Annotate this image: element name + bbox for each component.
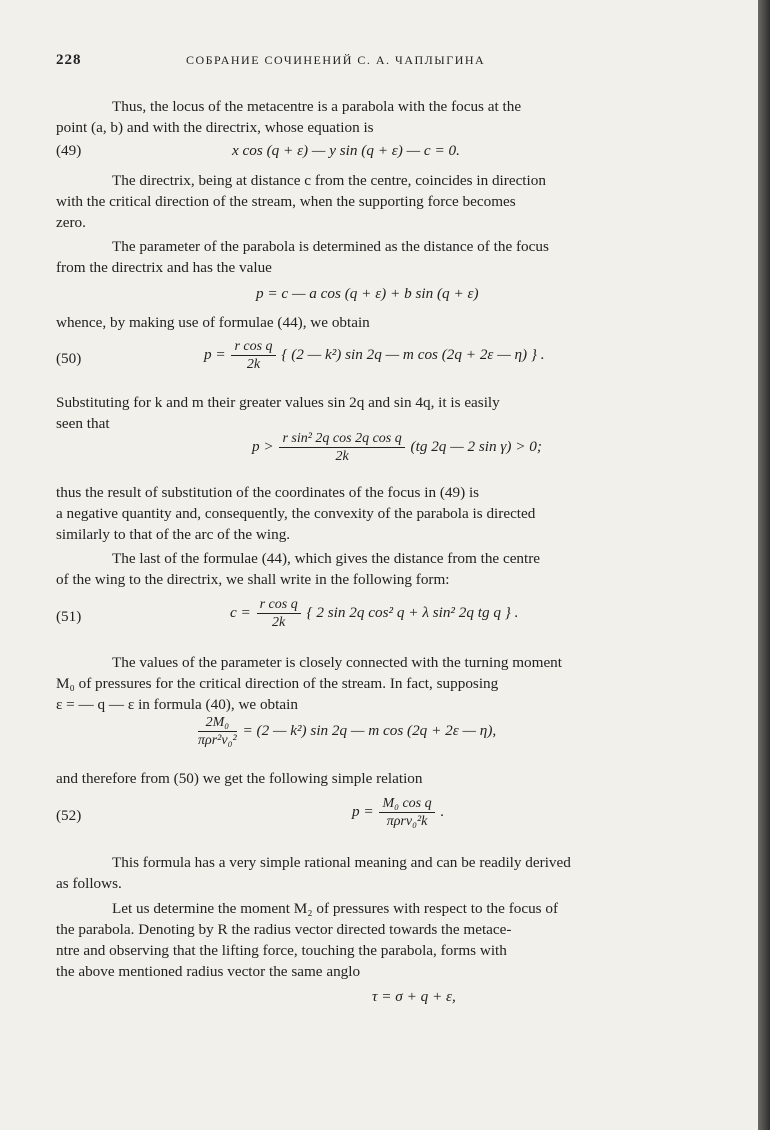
fraction-numerator: r sin² 2q cos 2q cos q bbox=[279, 430, 404, 448]
running-head: СОБРАНИЕ СОЧИНЕНИЙ С. А. ЧАПЛЫГИНА bbox=[186, 53, 486, 67]
page-header bbox=[56, 52, 716, 74]
equation-moment bbox=[56, 714, 716, 758]
equation-49 bbox=[56, 142, 716, 166]
fraction-denominator: 2k bbox=[272, 615, 286, 630]
paragraph-line: zero. bbox=[56, 214, 86, 231]
fraction bbox=[279, 430, 404, 465]
paragraph-line: Substituting for k and m their greater values sin 2q and sin 4q, it is easily bbox=[56, 394, 500, 411]
fraction-numerator: r cos q bbox=[231, 338, 275, 356]
equation-rhs: (tg 2q — 2 sin γ) > 0; bbox=[410, 437, 542, 455]
paragraph-line: The last of the formulae (44), which gives the distance from the centre bbox=[112, 550, 541, 567]
fraction bbox=[257, 596, 301, 631]
equation-50 bbox=[56, 338, 716, 382]
paragraph-line: of the wing to the directrix, we shall write in the following form: bbox=[56, 571, 450, 588]
paragraph-line: similarly to that of the arc of the wing. bbox=[56, 526, 291, 543]
paragraph-line: The directrix, being at distance c from the centre, coincides in direction bbox=[112, 172, 546, 189]
paragraph-line: with the critical direction of the stream, when the supporting force becomes bbox=[56, 193, 516, 210]
paragraph-line: from the directrix and has the value bbox=[56, 259, 272, 276]
paragraph-line: and therefore from (50) we get the following simple relation bbox=[56, 770, 423, 787]
fraction-denominator: πρrv₀²k bbox=[386, 814, 428, 829]
equation-lhs: p = bbox=[352, 802, 374, 820]
paragraph-line: This formula has a very simple rational meaning and can be readily derived bbox=[112, 854, 571, 871]
equation-inequality bbox=[56, 430, 716, 474]
paragraph-line: a negative quantity and, consequently, the convexity of the parabola is directed bbox=[56, 505, 536, 522]
equation-51 bbox=[56, 596, 716, 640]
equation-rhs: { (2 — k²) sin 2q — m cos (2q + 2ε — η) } . bbox=[281, 345, 545, 363]
paragraph-line: Let us determine the moment M₂ of pressures with respect to the focus of bbox=[112, 900, 559, 917]
equation-rhs: . bbox=[440, 802, 445, 820]
equation-number: (50) bbox=[56, 350, 82, 367]
page-number: 228 bbox=[56, 52, 82, 68]
fraction-numerator: r cos q bbox=[257, 596, 301, 614]
paragraph-line: ntre and observing that the lifting force, touching the parabola, forms with bbox=[56, 942, 507, 959]
paragraph-line: point (a, b) and with the directrix, whose equation is bbox=[56, 119, 374, 136]
paragraph-line: The values of the parameter is closely connected with the turning moment bbox=[112, 654, 562, 671]
paragraph-line: the above mentioned radius vector the same anglo bbox=[56, 963, 361, 980]
equation-rhs: { 2 sin 2q cos² q + λ sin² 2q tg q } . bbox=[306, 603, 519, 621]
paragraph-line: M₀ of pressures for the critical direction of the stream. In fact, supposing bbox=[56, 675, 499, 692]
paragraph-line: ε = — q — ε in formula (40), we obtain bbox=[56, 696, 298, 713]
equation-number: (49) bbox=[56, 142, 82, 159]
paragraph-line: the parabola. Denoting by R the radius vector directed towards the metace- bbox=[56, 921, 512, 938]
fraction-denominator: πρr²v₀² bbox=[198, 733, 237, 748]
paragraph-line: seen that bbox=[56, 415, 110, 432]
equation-lhs: c = bbox=[230, 603, 251, 621]
fraction-denominator: 2k bbox=[246, 357, 261, 372]
equation-rhs: = (2 — k²) sin 2q — m cos (2q + 2ε — η), bbox=[242, 721, 497, 739]
paragraph-line: whence, by making use of formulae (44), we obtain bbox=[56, 314, 370, 331]
equation-lhs: p = bbox=[204, 345, 226, 363]
paragraph-line: Thus, the locus of the metacentre is a parabola with the focus at the bbox=[112, 98, 522, 115]
fraction-numerator: 2M₀ bbox=[198, 714, 237, 732]
equation-body: p = c — a cos (q + ε) + b sin (q + ε) bbox=[256, 285, 479, 302]
fraction bbox=[231, 338, 275, 373]
paragraph-line: thus the result of substitution of the coordinates of the focus in (49) is bbox=[56, 484, 480, 501]
fraction bbox=[379, 795, 434, 830]
equation-body: τ = σ + q + ε, bbox=[372, 988, 456, 1005]
fraction bbox=[198, 714, 237, 749]
fraction-numerator: M₀ cos q bbox=[379, 795, 434, 813]
equation-number: (51) bbox=[56, 608, 82, 625]
equation-number: (52) bbox=[56, 807, 82, 824]
equation-lhs: p > bbox=[252, 437, 274, 455]
paragraph-line: The parameter of the parabola is determined as the distance of the focus bbox=[112, 238, 549, 255]
equation-52 bbox=[56, 795, 716, 839]
equation-body: x cos (q + ε) — y sin (q + ε) — c = 0. bbox=[232, 142, 460, 159]
equation-parameter bbox=[56, 285, 716, 309]
page-edge-shadow bbox=[758, 0, 770, 1130]
equation-tau bbox=[56, 988, 716, 1012]
paragraph-line: as follows. bbox=[56, 875, 122, 892]
fraction-denominator: 2k bbox=[335, 449, 349, 464]
